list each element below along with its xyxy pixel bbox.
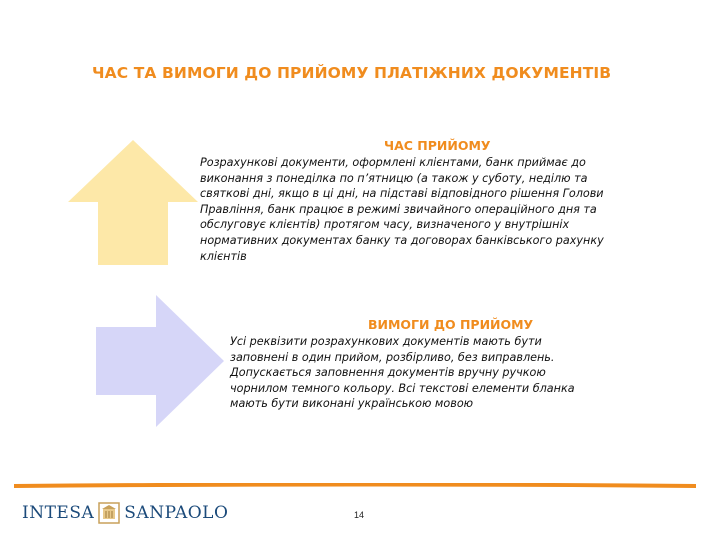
footer-divider bbox=[14, 483, 696, 489]
logo-word-intesa: INTESA bbox=[22, 503, 95, 523]
section-text-requirements: Усі реквізити розрахункових документів мають бути заповнені в один прийом, розбірливо, без виправлень. Допускається заповнення документів вручну ручкою чорнилом темного кольору. Всі текстові елементи бланка мають бути виконані українською мовою bbox=[230, 335, 575, 411]
arrow-right-icon bbox=[96, 295, 224, 427]
section-heading-time: ЧАС ПРИЙОМУ bbox=[384, 138, 491, 153]
company-logo bbox=[22, 502, 228, 524]
arrow-up-icon bbox=[68, 140, 198, 265]
section-text-time: Розрахункові документи, оформлені клієнтами, банк приймає до виконання з понеділка по п’ятницю (а також у суботу, неділю та святкові дні, якщо в ці дні, на підставі відповідного рішення Голови Правління, банк працює в режимі звичайного операційного дня та обслуговує клієнтів) протягом часу, визначеного у внутрішніх нормативних документах банку та договорах банківського рахунку клієнтів bbox=[200, 156, 604, 263]
logo-word-sanpaolo: SANPAOLO bbox=[124, 503, 229, 523]
page-title: ЧАС ТА ВИМОГИ ДО ПРИЙОМУ ПЛАТІЖНИХ ДОКУМЕНТІВ bbox=[92, 64, 612, 82]
page-number: 14 bbox=[354, 510, 365, 520]
section-heading-requirements: ВИМОГИ ДО ПРИЙОМУ bbox=[368, 317, 534, 332]
intesa-sanpaolo-emblem-icon bbox=[98, 502, 120, 524]
